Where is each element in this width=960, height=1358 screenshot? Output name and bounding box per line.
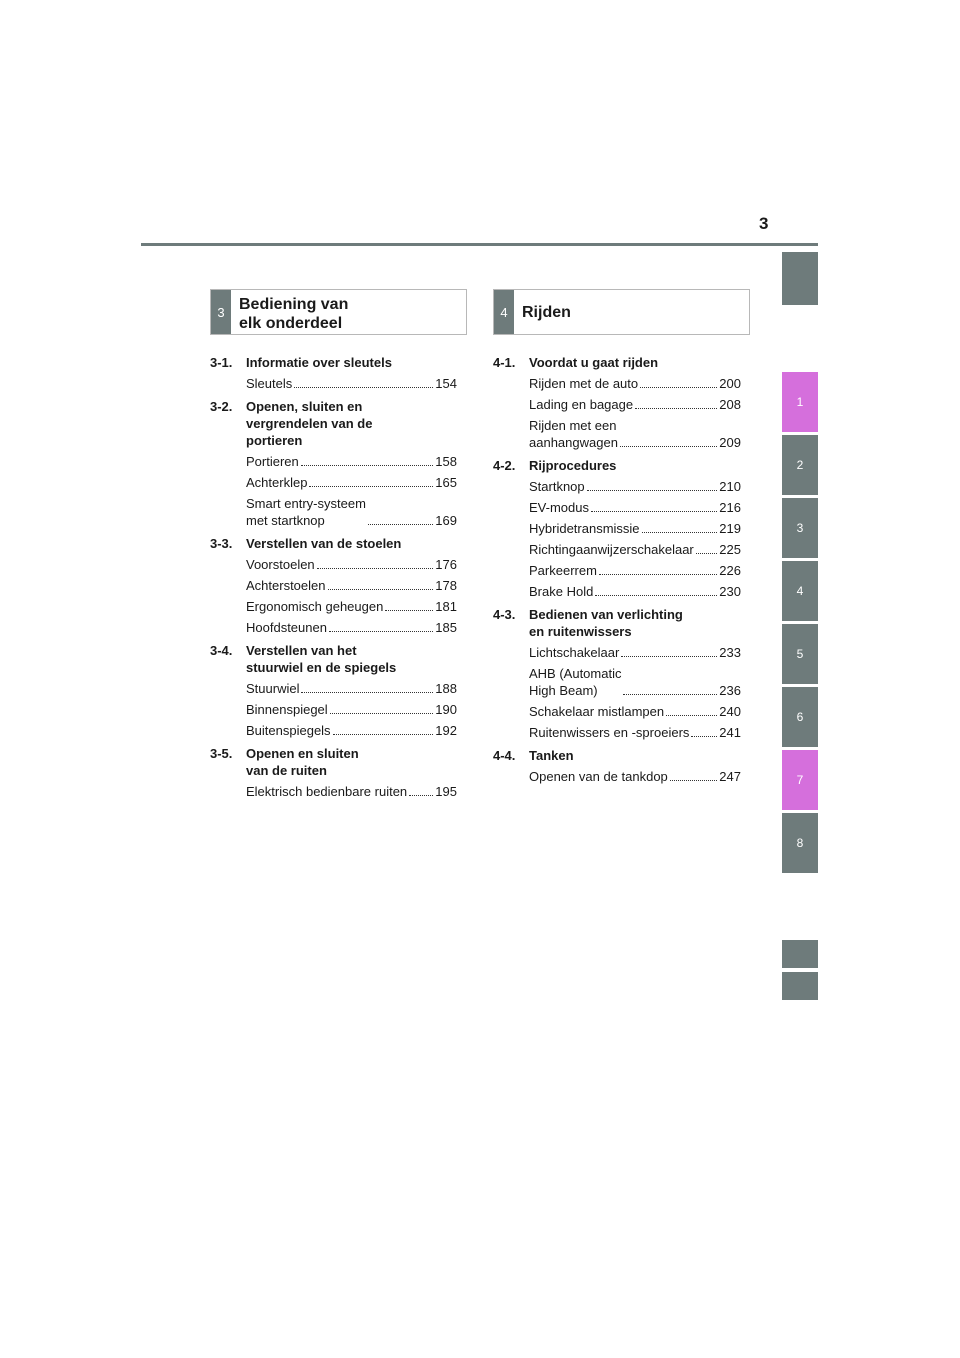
page-number: 3 [759, 214, 769, 233]
toc-group-code: 4-1. [493, 355, 516, 370]
toc-entry-label: Achterstoelen [246, 578, 326, 593]
toc-group-code: 3-4. [210, 643, 233, 658]
dot-leader [621, 656, 717, 657]
toc-entry-label: Binnenspiegel [246, 702, 328, 717]
toc-entry-label: Lading en bagage [529, 397, 634, 412]
toc-entry-page: 188 [435, 681, 457, 696]
dot-leader [591, 511, 717, 512]
dot-leader [333, 734, 434, 735]
toc-group-code: 3-2. [210, 399, 233, 414]
toc-entry-page: 195 [435, 784, 457, 799]
chapter-tab-blank[interactable] [782, 940, 818, 968]
toc-entry-label: EV-modus [529, 500, 589, 515]
dot-leader [309, 486, 433, 487]
toc-entry-page: 225 [719, 542, 741, 557]
toc-entry[interactable] [529, 768, 741, 785]
toc-entry-page: 181 [435, 599, 457, 614]
toc-entry-page: 200 [719, 376, 741, 391]
toc-group-heading[interactable] [210, 398, 457, 449]
dot-leader [640, 387, 717, 388]
toc-entry-label: Elektrisch bedienbare ruiten [246, 784, 408, 799]
dot-leader [409, 795, 433, 796]
toc-entry[interactable] [246, 701, 457, 718]
chapter-tab-2[interactable]: 2 [782, 435, 818, 495]
toc-entry-label: Ruitenwissers en -sproeiers [529, 725, 690, 740]
toc-entry-page: 169 [435, 513, 457, 528]
dot-leader [317, 568, 434, 569]
dot-leader [620, 446, 717, 447]
dot-leader [623, 694, 717, 695]
toc-group-heading[interactable] [493, 747, 741, 764]
toc-group [493, 354, 741, 451]
toc-entry-page: 165 [435, 475, 457, 490]
toc-entry[interactable] [529, 541, 741, 558]
toc-entry-page: 226 [719, 563, 741, 578]
toc-entry-page: 240 [719, 704, 741, 719]
toc-entry[interactable] [529, 375, 741, 392]
dot-leader [294, 387, 433, 388]
toc-group-heading[interactable] [210, 535, 457, 552]
toc-entry[interactable] [529, 499, 741, 516]
dot-leader [301, 465, 434, 466]
toc-entry[interactable] [246, 453, 457, 470]
section-number: 3 [211, 290, 231, 334]
chapter-tab-4[interactable]: 4 [782, 561, 818, 621]
toc-entry[interactable] [246, 495, 457, 529]
toc-entry-label: Ergonomisch geheugen [246, 599, 384, 614]
dot-leader [635, 408, 717, 409]
toc-entry-page: 210 [719, 479, 741, 494]
toc-entry[interactable] [246, 598, 457, 615]
toc-entry-label: Parkeerrem [529, 563, 597, 578]
toc-group-title: Informatie over sleutels [246, 355, 392, 370]
dot-leader [642, 532, 718, 533]
toc-group-heading[interactable] [210, 642, 457, 676]
header-rule [141, 243, 818, 246]
toc-column-3 [210, 354, 457, 806]
toc-entry-page: 190 [435, 702, 457, 717]
toc-column-4 [493, 354, 741, 791]
toc-entry[interactable] [246, 619, 457, 636]
toc-entry-label: Achterklep [246, 475, 308, 490]
toc-group [493, 457, 741, 600]
toc-entry[interactable] [529, 562, 741, 579]
dot-leader [329, 631, 433, 632]
section-header-4 [493, 289, 750, 335]
dot-leader [330, 713, 434, 714]
toc-entry-page: 176 [435, 557, 457, 572]
toc-entry[interactable] [529, 396, 741, 413]
toc-entry[interactable] [529, 703, 741, 720]
dot-leader [599, 574, 717, 575]
section-number: 4 [494, 290, 514, 334]
toc-group [210, 354, 457, 392]
toc-entry[interactable] [529, 478, 741, 495]
toc-entry-label: Startknop [529, 479, 585, 494]
toc-group-heading[interactable] [493, 354, 741, 371]
toc-entry-label: Schakelaar mistlampen [529, 704, 665, 719]
dot-leader [691, 736, 717, 737]
toc-group-code: 4-4. [493, 748, 516, 763]
chapter-tab-6[interactable]: 6 [782, 687, 818, 747]
toc-group-code: 4-3. [493, 607, 516, 622]
toc-entry-page: 219 [719, 521, 741, 536]
toc-entry-label: Brake Hold [529, 584, 594, 599]
toc-entry-label: AHB (Automatic High Beam) [529, 666, 622, 698]
chapter-tab-blank[interactable] [782, 972, 818, 1000]
toc-group-heading[interactable] [210, 745, 457, 779]
dot-leader [328, 589, 434, 590]
toc-entry[interactable] [246, 556, 457, 573]
dot-leader [696, 553, 718, 554]
toc-entry-page: 230 [719, 584, 741, 599]
toc-entry-page: 241 [719, 725, 741, 740]
toc-entry-label: Openen van de tankdop [529, 769, 668, 784]
toc-entry[interactable] [246, 722, 457, 739]
toc-entry-label: Hoofdsteunen [246, 620, 327, 635]
toc-entry-page: 233 [719, 645, 741, 660]
toc-group [210, 642, 457, 739]
toc-entry-page: 236 [719, 683, 741, 698]
dot-leader [666, 715, 717, 716]
toc-entry-page: 247 [719, 769, 741, 784]
toc-entry[interactable] [529, 520, 741, 537]
toc-group [493, 747, 741, 785]
toc-group [210, 398, 457, 529]
toc-entry-page: 178 [435, 578, 457, 593]
toc-entry-label: Stuurwiel [246, 681, 300, 696]
toc-entry[interactable] [246, 680, 457, 697]
dot-leader [301, 692, 433, 693]
toc-group [493, 606, 741, 741]
chapter-tab-1[interactable]: 1 [782, 372, 818, 432]
chapter-tab-3[interactable]: 3 [782, 498, 818, 558]
dot-leader [587, 490, 718, 491]
chapter-tab-8[interactable]: 8 [782, 813, 818, 873]
toc-entry-label: Hybridetransmissie [529, 521, 640, 536]
toc-entry[interactable] [246, 375, 457, 392]
toc-entry[interactable] [529, 644, 741, 661]
toc-entry-label: Rijden met de auto [529, 376, 639, 391]
toc-group-title: Voordat u gaat rijden [529, 355, 659, 370]
toc-group-heading[interactable] [493, 606, 741, 640]
toc-entry[interactable] [529, 724, 741, 741]
toc-entry-page: 185 [435, 620, 457, 635]
dot-leader [368, 524, 433, 525]
toc-group-title: Bedienen van verlichting en ruitenwissers [529, 607, 683, 639]
toc-group-code: 4-2. [493, 458, 516, 473]
toc-group-heading[interactable] [493, 457, 741, 474]
toc-entry[interactable] [246, 577, 457, 594]
toc-entry-label: Voorstoelen [246, 557, 315, 572]
toc-group-title: Verstellen van het stuurwiel en de spiegels [246, 643, 397, 675]
toc-entry-label: Buitenspiegels [246, 723, 331, 738]
toc-entry[interactable] [246, 783, 457, 800]
toc-entry-page: 154 [435, 376, 457, 391]
chapter-tab-blank[interactable] [782, 252, 818, 305]
toc-entry-label: Lichtschakelaar [529, 645, 620, 660]
toc-group-title: Openen en sluiten van de ruiten [246, 746, 359, 778]
toc-entry[interactable] [529, 665, 741, 699]
toc-group-title: Rijprocedures [529, 458, 617, 473]
toc-entry[interactable] [529, 417, 741, 451]
toc-entry-label: Sleutels [246, 376, 293, 391]
toc-entry-page: 209 [719, 435, 741, 450]
dot-leader [385, 610, 433, 611]
toc-entry-page: 158 [435, 454, 457, 469]
toc-group-title: Verstellen van de stoelen [246, 536, 402, 551]
dot-leader [595, 595, 717, 596]
toc-group [210, 745, 457, 800]
toc-group-title: Openen, sluiten en vergrendelen van de portieren [246, 399, 373, 448]
section-header-3 [210, 289, 467, 335]
chapter-tab-7[interactable]: 7 [782, 750, 818, 810]
section-title: Bediening van elk onderdeel [239, 296, 349, 332]
toc-entry-page: 208 [719, 397, 741, 412]
toc-group-code: 3-3. [210, 536, 233, 551]
toc-entry-page: 192 [435, 723, 457, 738]
toc-entry[interactable] [246, 474, 457, 491]
toc-entry-label: Rijden met een aanhangwagen [529, 418, 618, 450]
toc-group-heading[interactable] [210, 354, 457, 371]
toc-group-code: 3-1. [210, 355, 233, 370]
toc-entry-label: Richtingaanwijzerschakelaar [529, 542, 694, 557]
section-title: Rijden [522, 304, 571, 321]
toc-group-code: 3-5. [210, 746, 233, 761]
toc-entry-label: Smart entry-systeem met startknop [246, 496, 366, 528]
toc-group [210, 535, 457, 636]
toc-group-title: Tanken [529, 748, 574, 763]
toc-entry-page: 216 [719, 500, 741, 515]
chapter-tab-5[interactable]: 5 [782, 624, 818, 684]
toc-entry[interactable] [529, 583, 741, 600]
dot-leader [670, 780, 718, 781]
toc-entry-label: Portieren [246, 454, 299, 469]
